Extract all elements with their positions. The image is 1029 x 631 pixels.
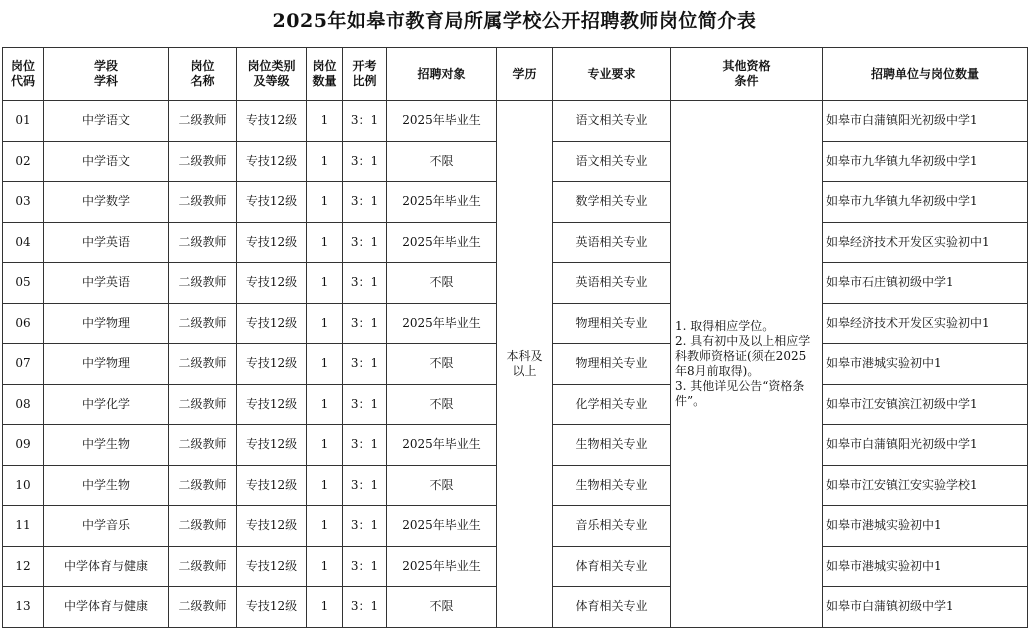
cell-major: 生物相关专业: [553, 425, 671, 466]
cell-name: 二级教师: [169, 141, 237, 182]
cell-count: 1: [307, 141, 343, 182]
cell-major: 音乐相关专业: [553, 506, 671, 547]
cell-code: 10: [3, 465, 44, 506]
cell-unit: 如皋市港城实验初中1: [823, 344, 1028, 385]
cell-ratio: 3：1: [343, 506, 387, 547]
table-body: [3, 101, 1028, 628]
cell-major: 英语相关专业: [553, 222, 671, 263]
header-target: 招聘对象: [387, 48, 497, 101]
cell-target: 不限: [387, 465, 497, 506]
cell-code: 07: [3, 344, 44, 385]
cell-ratio: 3：1: [343, 182, 387, 223]
cell-subject: 中学生物: [44, 425, 169, 466]
cell-unit: 如皋市港城实验初中1: [823, 546, 1028, 587]
cell-subject: 中学英语: [44, 263, 169, 304]
cell-ratio: 3：1: [343, 546, 387, 587]
cell-unit: 如皋市石庄镇初级中学1: [823, 263, 1028, 304]
cell-code: 08: [3, 384, 44, 425]
cell-code: 02: [3, 141, 44, 182]
cell-subject: 中学物理: [44, 344, 169, 385]
cell-ratio: 3：1: [343, 303, 387, 344]
cell-unit: 如皋市江安镇江安实验学校1: [823, 465, 1028, 506]
cell-target: 2025年毕业生: [387, 303, 497, 344]
header-grade: 岗位类别 及等级: [237, 48, 307, 101]
cell-unit: 如皋经济技术开发区实验初中1: [823, 222, 1028, 263]
cell-count: 1: [307, 101, 343, 142]
cell-count: 1: [307, 506, 343, 547]
header-ratio: 开考 比例: [343, 48, 387, 101]
cell-other-conditions-merged: 1. 取得相应学位。 2. 具有初中及以上相应学科教师资格证(须在2025年8月前取得)。 3. 其他详见公告“资格条件”。: [671, 101, 823, 628]
cell-count: 1: [307, 425, 343, 466]
cell-name: 二级教师: [169, 263, 237, 304]
cell-unit: 如皋市白蒲镇阳光初级中学1: [823, 425, 1028, 466]
table-header-row: [3, 48, 1028, 101]
cell-subject: 中学语文: [44, 101, 169, 142]
positions-table: [2, 47, 1028, 628]
cell-ratio: 3：1: [343, 344, 387, 385]
cell-subject: 中学语文: [44, 141, 169, 182]
cell-target: 不限: [387, 141, 497, 182]
cell-major: 生物相关专业: [553, 465, 671, 506]
cell-unit: 如皋市白蒲镇阳光初级中学1: [823, 101, 1028, 142]
cell-subject: 中学英语: [44, 222, 169, 263]
cell-major: 物理相关专业: [553, 344, 671, 385]
cell-code: 13: [3, 587, 44, 628]
cell-name: 二级教师: [169, 465, 237, 506]
header-education: 学历: [497, 48, 553, 101]
cell-name: 二级教师: [169, 182, 237, 223]
table-row: [3, 101, 1028, 142]
header-name: 岗位 名称: [169, 48, 237, 101]
cell-name: 二级教师: [169, 222, 237, 263]
cell-major: 物理相关专业: [553, 303, 671, 344]
cell-name: 二级教师: [169, 101, 237, 142]
cell-count: 1: [307, 546, 343, 587]
cell-unit: 如皋市江安镇滨江初级中学1: [823, 384, 1028, 425]
cell-ratio: 3：1: [343, 425, 387, 466]
cell-target: 不限: [387, 263, 497, 304]
cell-subject: 中学数学: [44, 182, 169, 223]
cell-ratio: 3：1: [343, 465, 387, 506]
cell-unit: 如皋经济技术开发区实验初中1: [823, 303, 1028, 344]
cell-count: 1: [307, 222, 343, 263]
cell-target: 2025年毕业生: [387, 182, 497, 223]
header-major: 专业要求: [553, 48, 671, 101]
cell-ratio: 3：1: [343, 587, 387, 628]
cell-unit: 如皋市九华镇九华初级中学1: [823, 141, 1028, 182]
cell-name: 二级教师: [169, 546, 237, 587]
cell-grade: 专技12级: [237, 587, 307, 628]
cell-code: 11: [3, 506, 44, 547]
cell-target: 2025年毕业生: [387, 222, 497, 263]
cell-target: 不限: [387, 384, 497, 425]
cell-name: 二级教师: [169, 425, 237, 466]
cell-subject: 中学化学: [44, 384, 169, 425]
cell-unit: 如皋市九华镇九华初级中学1: [823, 182, 1028, 223]
cell-grade: 专技12级: [237, 546, 307, 587]
cell-unit: 如皋市白蒲镇初级中学1: [823, 587, 1028, 628]
cell-subject: 中学体育与健康: [44, 546, 169, 587]
page-title: 2025年如皋市教育局所属学校公开招聘教师岗位简介表: [272, 10, 757, 32]
cell-major: 体育相关专业: [553, 546, 671, 587]
cell-grade: 专技12级: [237, 465, 307, 506]
cell-code: 09: [3, 425, 44, 466]
cell-grade: 专技12级: [237, 303, 307, 344]
cell-ratio: 3：1: [343, 384, 387, 425]
header-other: 其他资格 条件: [671, 48, 823, 101]
cell-grade: 专技12级: [237, 425, 307, 466]
header-unit: 招聘单位与岗位数量: [823, 48, 1028, 101]
cell-name: 二级教师: [169, 344, 237, 385]
cell-grade: 专技12级: [237, 222, 307, 263]
cell-education-merged: 本科及 以上: [497, 101, 553, 628]
cell-code: 04: [3, 222, 44, 263]
cell-name: 二级教师: [169, 587, 237, 628]
cell-ratio: 3：1: [343, 101, 387, 142]
cell-grade: 专技12级: [237, 506, 307, 547]
cell-major: 数学相关专业: [553, 182, 671, 223]
cell-target: 不限: [387, 344, 497, 385]
cell-grade: 专技12级: [237, 182, 307, 223]
cell-major: 化学相关专业: [553, 384, 671, 425]
cell-grade: 专技12级: [237, 141, 307, 182]
cell-count: 1: [307, 344, 343, 385]
cell-code: 12: [3, 546, 44, 587]
cell-unit: 如皋市港城实验初中1: [823, 506, 1028, 547]
cell-code: 06: [3, 303, 44, 344]
cell-count: 1: [307, 303, 343, 344]
cell-ratio: 3：1: [343, 141, 387, 182]
cell-grade: 专技12级: [237, 263, 307, 304]
cell-subject: 中学物理: [44, 303, 169, 344]
header-subject: 学段 学科: [44, 48, 169, 101]
header-count: 岗位 数量: [307, 48, 343, 101]
cell-name: 二级教师: [169, 384, 237, 425]
cell-code: 01: [3, 101, 44, 142]
cell-target: 2025年毕业生: [387, 101, 497, 142]
cell-code: 05: [3, 263, 44, 304]
cell-major: 语文相关专业: [553, 101, 671, 142]
cell-grade: 专技12级: [237, 101, 307, 142]
cell-code: 03: [3, 182, 44, 223]
cell-count: 1: [307, 263, 343, 304]
cell-ratio: 3：1: [343, 263, 387, 304]
cell-major: 语文相关专业: [553, 141, 671, 182]
cell-target: 2025年毕业生: [387, 506, 497, 547]
cell-target: 不限: [387, 587, 497, 628]
cell-subject: 中学体育与健康: [44, 587, 169, 628]
cell-count: 1: [307, 587, 343, 628]
cell-name: 二级教师: [169, 303, 237, 344]
cell-grade: 专技12级: [237, 384, 307, 425]
cell-subject: 中学生物: [44, 465, 169, 506]
cell-ratio: 3：1: [343, 222, 387, 263]
cell-count: 1: [307, 182, 343, 223]
cell-target: 2025年毕业生: [387, 546, 497, 587]
cell-subject: 中学音乐: [44, 506, 169, 547]
cell-major: 英语相关专业: [553, 263, 671, 304]
cell-major: 体育相关专业: [553, 587, 671, 628]
cell-count: 1: [307, 465, 343, 506]
cell-grade: 专技12级: [237, 344, 307, 385]
cell-target: 2025年毕业生: [387, 425, 497, 466]
cell-name: 二级教师: [169, 506, 237, 547]
header-code: 岗位 代码: [3, 48, 44, 101]
cell-count: 1: [307, 384, 343, 425]
